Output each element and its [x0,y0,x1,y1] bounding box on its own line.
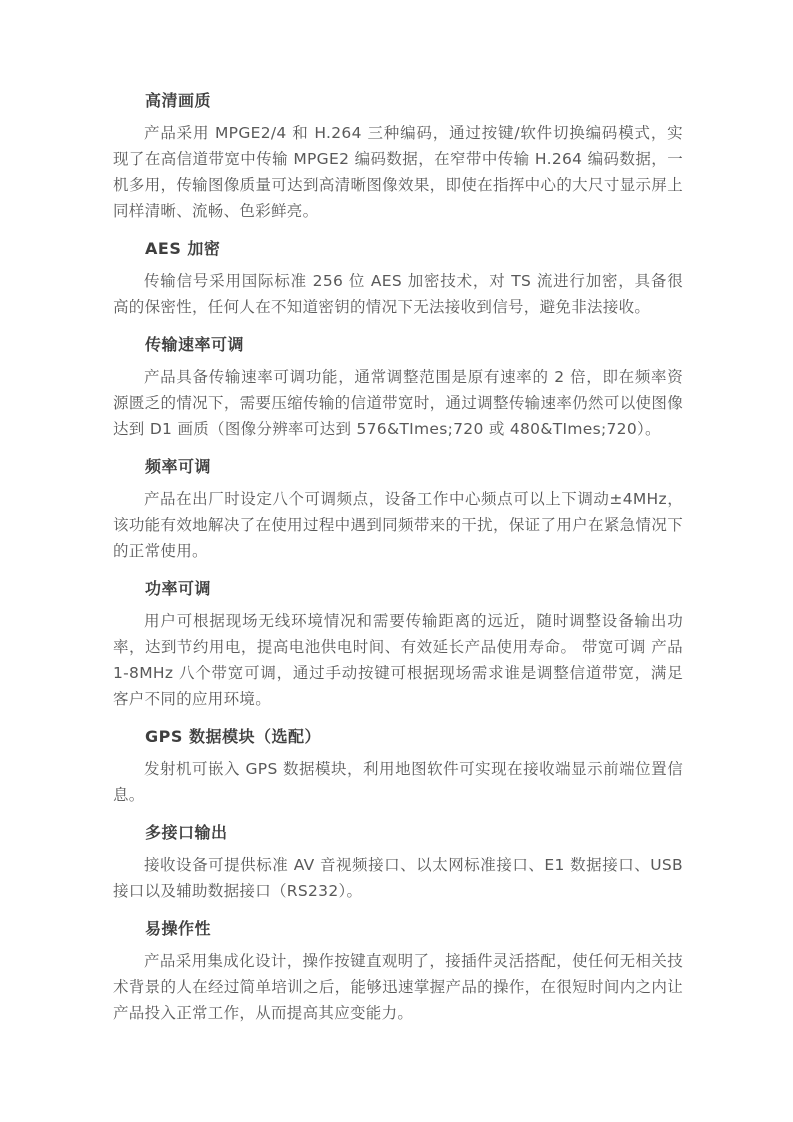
section-heading: 易操作性 [145,919,212,938]
section-ease-of-use [113,918,683,1026]
section-heading: GPS 数据模块（选配） [145,727,321,746]
section-paragraph: 产品在出厂时设定八个可调频点，设备工作中心频点可以上下调动±4MHz，该功能有效地解决了在使用过程中遇到同频带来的干扰，保证了用户在紧急情况下的正常使用。 [113,490,683,560]
section-heading: 传输速率可调 [145,335,245,354]
section-multi-interface [113,822,683,904]
section-paragraph: 产品具备传输速率可调功能，通常调整范围是原有速率的 2 倍，即在频率资源匮乏的情况下，需要压缩传输的信道带宽时，通过调整传输速率仍然可以使图像达到 D1 画质（图像分辨率可达到 576&TImes;720 或 480&TImes;720）。 [113,368,683,438]
section-aes-encryption [113,238,683,320]
section-heading: 频率可调 [145,457,212,476]
section-heading: AES 加密 [145,239,221,258]
section-paragraph: 传输信号采用国际标准 256 位 AES 加密技术，对 TS 流进行加密，具备很高的保密性，任何人在不知道密钥的情况下无法接收到信号，避免非法接收。 [113,272,683,316]
section-adjustable-power [113,578,683,712]
section-heading: 功率可调 [145,579,212,598]
section-paragraph: 产品采用 MPGE2/4 和 H.264 三种编码，通过按键/软件切换编码模式，实现了在高信道带宽中传输 MPGE2 编码数据，在窄带中传输 H.264 编码数据，一机多用，传输图像质量可达到高清晰图像效果，即使在指挥中心的大尺寸显示屏上同样清晰、流畅、色彩鲜亮。 [113,124,683,220]
section-heading: 多接口输出 [145,823,228,842]
section-gps-module [113,726,683,808]
section-adjustable-frequency [113,456,683,564]
section-paragraph: 用户可根据现场无线环境情况和需要传输距离的远近，随时调整设备输出功率，达到节约用电，提高电池供电时间、有效延长产品使用寿命。 带宽可调 产品 1-8MHz 八个带宽可调，通过手动按键可根据现场需求谁是调整信道带宽，满足客户不同的应用环境。 [113,612,683,708]
section-paragraph: 产品采用集成化设计，操作按键直观明了，接插件灵活搭配，使任何无相关技术背景的人在经过简单培训之后，能够迅速掌握产品的操作，在很短时间内之内让产品投入正常工作，从而提高其应变能力。 [113,952,683,1022]
section-adjustable-rate [113,334,683,442]
section-heading: 高清画质 [145,91,212,110]
section-hd-quality [113,90,683,224]
section-paragraph: 接收设备可提供标准 AV 音视频接口、以太网标准接口、E1 数据接口、USB 接口以及辅助数据接口（RS232）。 [113,856,683,900]
section-paragraph: 发射机可嵌入 GPS 数据模块，利用地图软件可实现在接收端显示前端位置信息。 [113,760,683,804]
